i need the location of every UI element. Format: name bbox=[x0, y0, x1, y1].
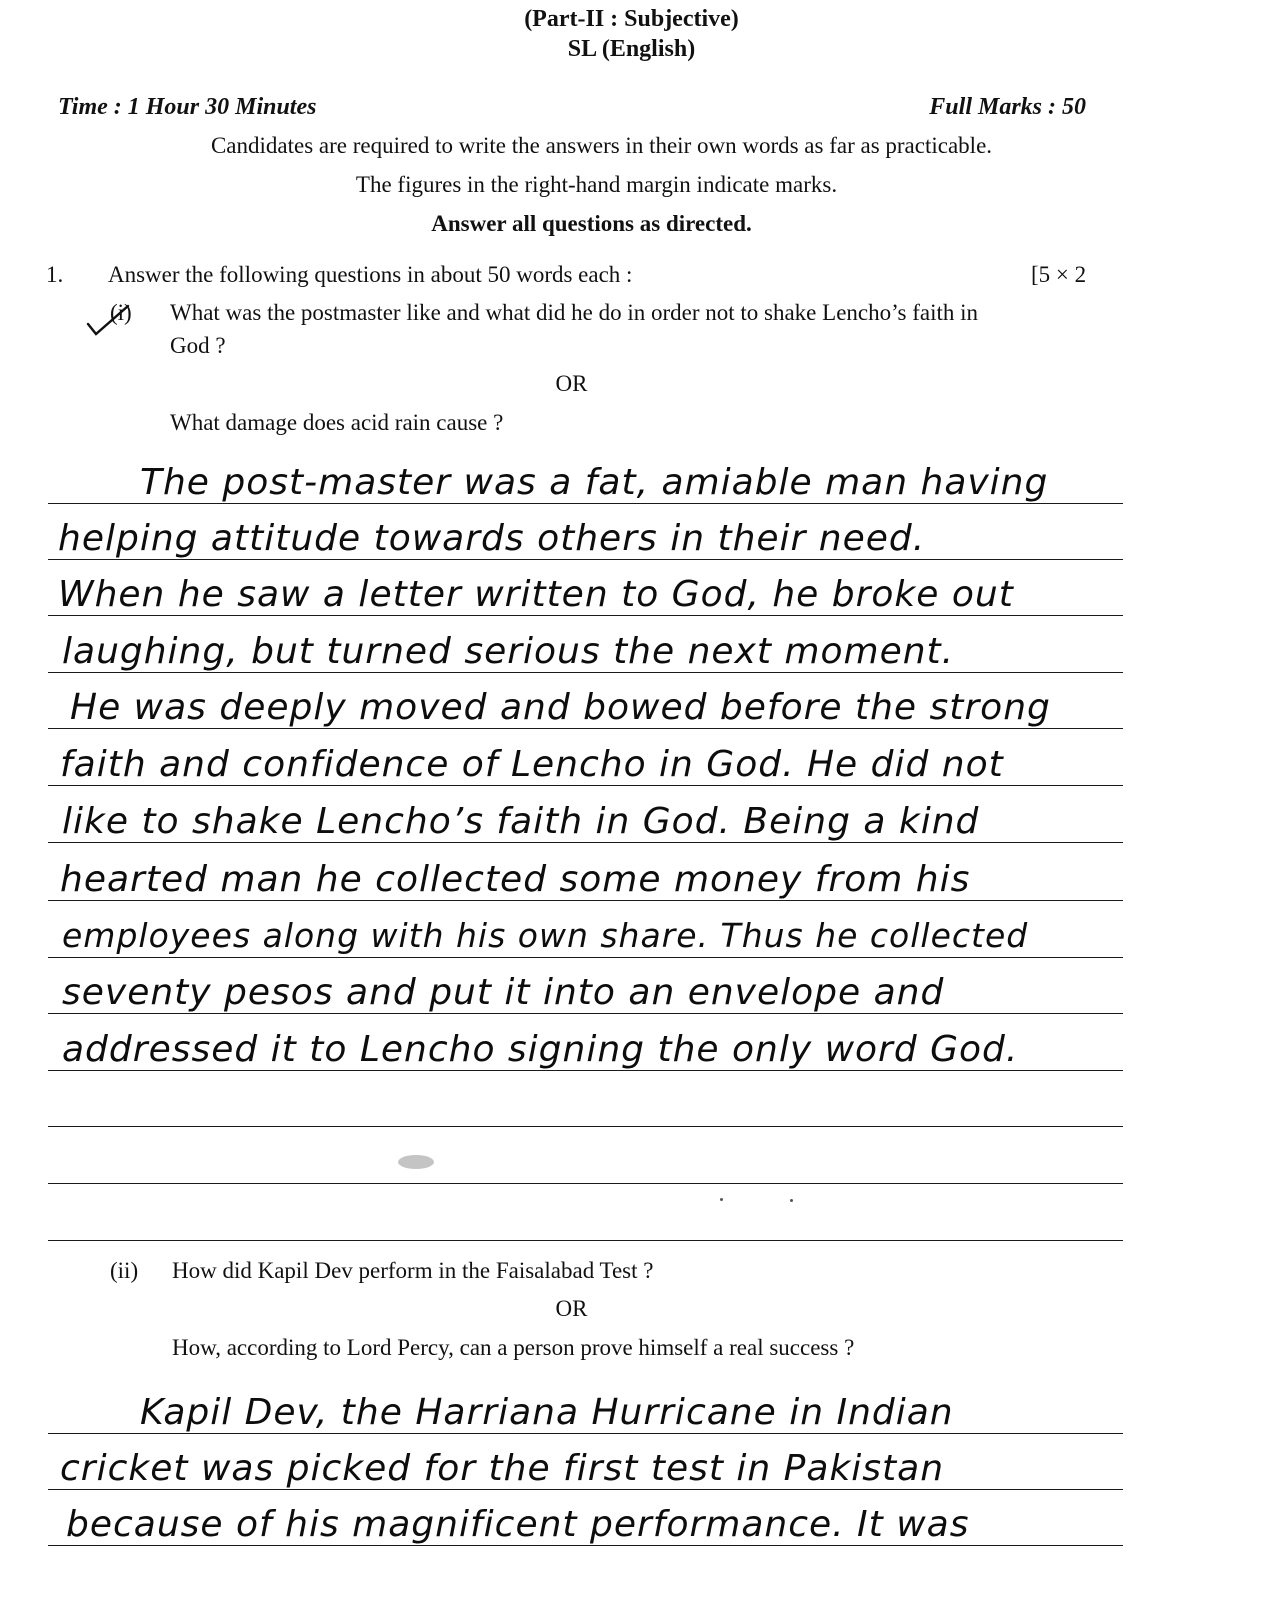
instruction-marks: The figures in the right-hand margin indicate marks. bbox=[355, 172, 838, 197]
answer-rule bbox=[48, 1240, 1123, 1241]
answer-line: seventy pesos and put it into an envelope and bbox=[62, 972, 945, 1013]
answer-line: because of his magnificent performance. It was bbox=[66, 1504, 970, 1545]
answer-rule bbox=[48, 672, 1123, 673]
instruction-answer-all: Answer all questions as directed. bbox=[431, 211, 752, 236]
answer-rule bbox=[48, 1545, 1123, 1546]
sub-question-i-label: (i) bbox=[110, 300, 132, 325]
answer-line: addressed it to Lencho signing the only word God. bbox=[62, 1029, 1019, 1070]
answer-line: laughing, but turned serious the next moment. bbox=[62, 631, 955, 672]
answer-rule bbox=[48, 1070, 1123, 1071]
answer-line: faith and confidence of Lencho in God. He did not bbox=[60, 744, 1004, 785]
answer-line: When he saw a letter written to God, he broke out bbox=[58, 574, 1014, 615]
answer-line: hearted man he collected some money from his bbox=[60, 859, 971, 900]
sub-question-ii-text: How did Kapil Dev perform in the Faisalabad Test ? bbox=[172, 1258, 654, 1283]
tick-mark-icon bbox=[84, 300, 134, 340]
sub-question-i-text-line1: What was the postmaster like and what did he do in order not to shake Lencho’s faith in bbox=[170, 300, 978, 325]
scan-smudge bbox=[398, 1155, 434, 1169]
or-separator-ii: OR bbox=[555, 1296, 588, 1321]
or-separator-i: OR bbox=[555, 371, 588, 396]
answer-line: The post-master was a fat, amiable man having bbox=[140, 462, 1049, 503]
subject-heading: SL (English) bbox=[567, 36, 696, 62]
answer-line: Kapil Dev, the Harriana Hurricane in Indian bbox=[140, 1392, 954, 1433]
full-marks-label: Full Marks : 50 bbox=[929, 94, 1086, 120]
answer-rule bbox=[48, 615, 1123, 616]
answer-rule bbox=[48, 900, 1123, 901]
part-heading: (Part-II : Subjective) bbox=[524, 6, 739, 32]
answer-rule bbox=[48, 957, 1123, 958]
answer-rule bbox=[48, 503, 1123, 504]
question-marks: [5 × 2 bbox=[1031, 262, 1087, 287]
answer-rule bbox=[48, 1183, 1123, 1184]
time-label: Time : 1 Hour 30 Minutes bbox=[58, 94, 317, 120]
scan-speck bbox=[720, 1198, 723, 1201]
sub-question-i-text-line2: God ? bbox=[170, 333, 226, 358]
instruction-own-words: Candidates are required to write the answers in their own words as far as practicable. bbox=[210, 133, 993, 158]
answer-rule bbox=[48, 1126, 1123, 1127]
sub-question-ii-label: (ii) bbox=[110, 1258, 139, 1283]
answer-rule bbox=[48, 559, 1123, 560]
scan-speck bbox=[790, 1199, 793, 1202]
answer-line: like to shake Lencho’s faith in God. Being a kind bbox=[62, 801, 980, 842]
answer-rule bbox=[48, 1433, 1123, 1434]
answer-rule bbox=[48, 842, 1123, 843]
answer-rule bbox=[48, 1489, 1123, 1490]
answer-line: employees along with his own share. Thus he collected bbox=[62, 916, 1029, 955]
answer-line: cricket was picked for the first test in Pakistan bbox=[60, 1448, 945, 1489]
answer-rule bbox=[48, 785, 1123, 786]
answer-rule bbox=[48, 728, 1123, 729]
answer-rule bbox=[48, 1013, 1123, 1014]
sub-question-ii-alternative: How, according to Lord Percy, can a person prove himself a real success ? bbox=[172, 1335, 855, 1360]
question-number: 1. bbox=[46, 262, 64, 287]
answer-line: helping attitude towards others in their need. bbox=[58, 518, 926, 559]
answer-line: He was deeply moved and bowed before the strong bbox=[70, 687, 1051, 728]
question-prompt: Answer the following questions in about 50 words each : bbox=[108, 262, 633, 287]
sub-question-i-alternative: What damage does acid rain cause ? bbox=[170, 410, 504, 435]
